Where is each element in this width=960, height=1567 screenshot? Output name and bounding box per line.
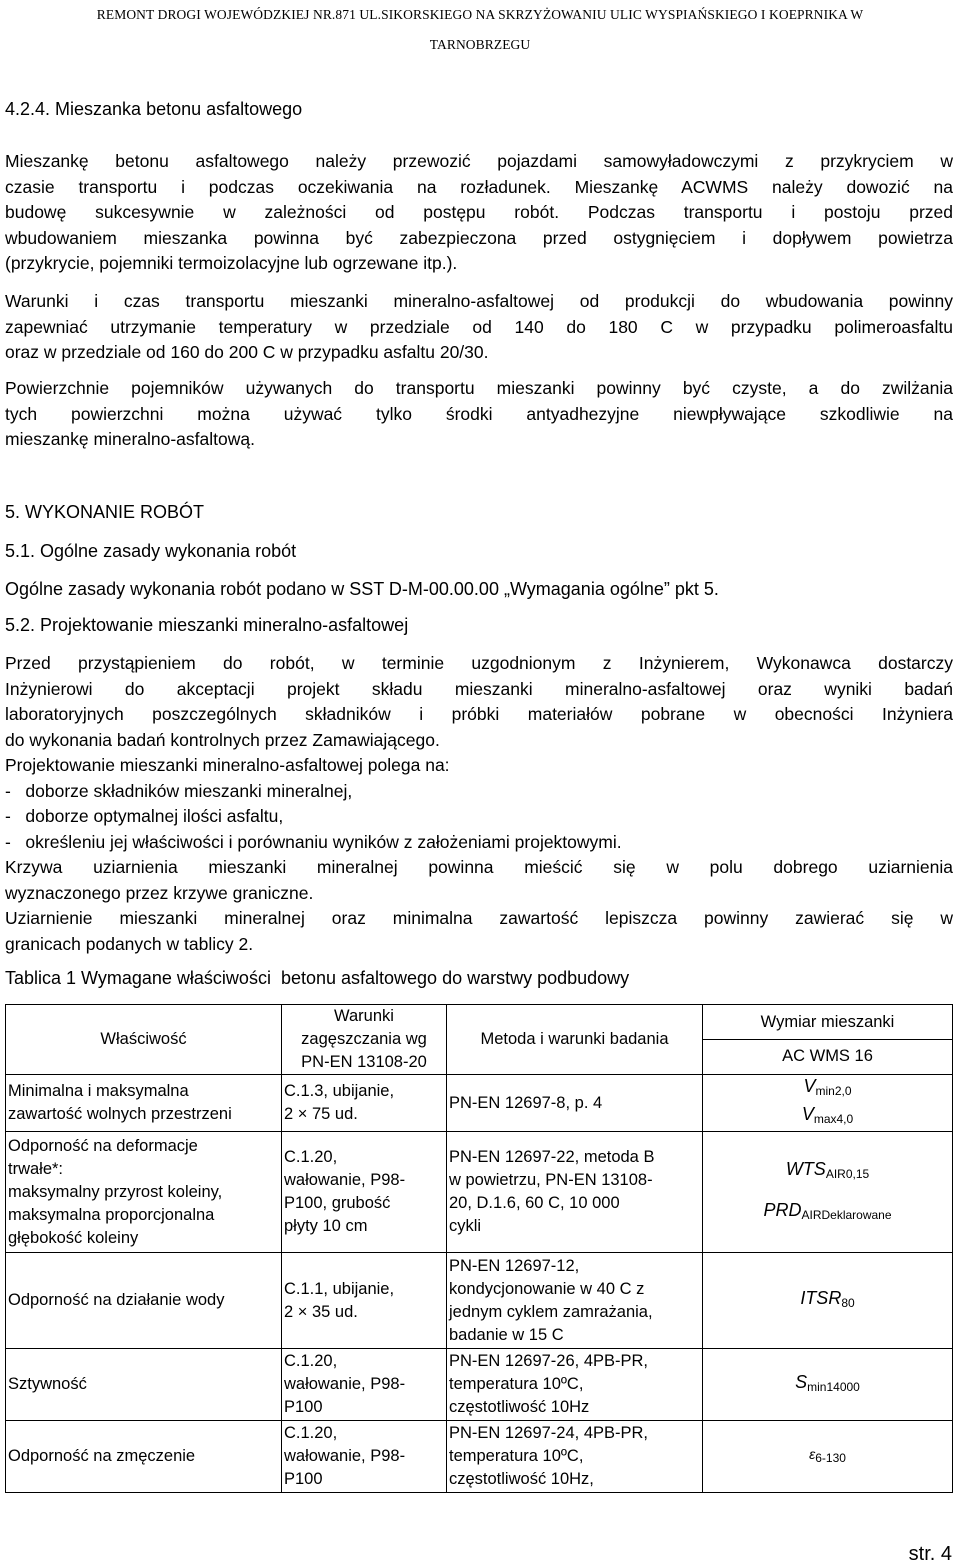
paragraph-design — [5, 651, 953, 957]
cell-line: kondycjonowanie w 40 C z — [449, 1279, 645, 1298]
header-conditions — [282, 1005, 447, 1075]
paragraph-line: wbudowaniem mieszanka powinna być zabezpieczona przed ostygnięciem i dopływem powietrza — [5, 227, 953, 248]
cell-line: zawartość wolnych przestrzeni — [8, 1105, 232, 1123]
cell-line: C.1.20, — [284, 1148, 338, 1166]
cell-line: 2 × 35 ud. — [284, 1302, 358, 1321]
paragraph-line: do wykonania badań kontrolnych przez Zamawiającego. — [5, 729, 440, 750]
symbol: PRD — [763, 1200, 802, 1220]
cell-line: jednym cyklem zamrażania, — [449, 1302, 653, 1321]
header-dimension — [703, 1005, 953, 1075]
cell-line: temperatura 10ºC, — [449, 1375, 584, 1393]
symbol: S — [795, 1371, 808, 1392]
table-row — [6, 1421, 953, 1493]
cell-line: częstotliwość 10Hz, — [449, 1470, 594, 1488]
cell-line: Odporność na działanie wody — [8, 1291, 225, 1309]
cell-line: badanie w 15 C — [449, 1325, 564, 1344]
header-line-2: TARNOBRZEGU — [429, 37, 531, 52]
cell-line: płyty 10 cm — [284, 1217, 368, 1235]
header-method: Metoda i warunki badania — [447, 1005, 703, 1075]
header-line-1: REMONT DROGI WOJEWÓDZKIEJ NR.871 UL.SIKORSKIEGO NA SKRZYŻOWANIU ULIC WYSPIAŃSKIEGO I KOEPRNIKA W — [96, 7, 864, 22]
bullet-item: - określeniu jej właściwości i porównaniu wyników z założeniami projektowymi. — [5, 831, 622, 852]
paragraph-transport — [5, 149, 953, 277]
paragraph-line: zapewniać utrzymanie temperatury w przedziale od 140 do 180 C w przypadku polimeroasfaltu — [5, 316, 953, 337]
cell-line: w powietrzu, PN-EN 13108- — [449, 1171, 653, 1189]
bullet-item: - doborze składników mieszanki mineralnej, — [5, 780, 353, 801]
cell-line: wałowanie, P98- — [284, 1447, 406, 1465]
section-5-1-text: Ogólne zasady wykonania robót podano w SST D-M-00.00.00 „Wymagania ogólne” pkt 5. — [5, 579, 719, 599]
symbol-subscript: AIR0,15 — [825, 1167, 870, 1181]
cell-line: głębokość koleiny — [8, 1228, 139, 1247]
cell-line: PN-EN 13108-20 — [301, 1053, 427, 1071]
cell-line: zagęszczania wg — [301, 1030, 427, 1048]
section-title-5-1: 5.1. Ogólne zasady wykonania robót — [5, 541, 297, 561]
properties-table — [5, 1004, 953, 1493]
cell-dimension — [703, 1349, 953, 1421]
paragraph-line: oraz w przedziale od 160 do 200 C w przypadku asfaltu 20/30. — [5, 342, 489, 362]
section-title-5-2: 5.2. Projektowanie mieszanki mineralno-asfaltowej — [5, 615, 409, 635]
table-row — [6, 1132, 953, 1253]
cell-dimension — [703, 1421, 953, 1493]
bullet-item: - doborze optymalnej ilości asfaltu, — [5, 806, 284, 826]
section-title-4-2-4: 4.2.4. Mieszanka betonu asfaltowego — [5, 99, 303, 119]
cell-line: temperatura 10ºC, — [449, 1447, 584, 1465]
cell-line: Odporność na deformacje — [8, 1136, 198, 1155]
cell-line: P100 — [284, 1470, 323, 1488]
cell-line: Minimalna i maksymalna — [8, 1082, 189, 1100]
paragraph-line: Powierzchnie pojemników używanych do transportu mieszanki powinny być czyste, a do zwilżania — [5, 378, 953, 398]
symbol-subscript: max4,0 — [813, 1112, 854, 1126]
cell-conditions — [282, 1421, 447, 1493]
cell-dimension — [703, 1253, 953, 1349]
paragraph-line: Warunki i czas transportu mieszanki mineralno-asfaltowej od produkcji do wbudowania powinny — [5, 291, 953, 311]
cell-method — [447, 1421, 703, 1493]
paragraph-line: czasie transportu i podczas oczekiwania na rozładunek. Mieszankę ACWMS należy dowozić na — [5, 176, 953, 197]
cell-line: C.1.20, — [284, 1352, 338, 1370]
header-dimension-title: Wymiar mieszanki — [703, 1006, 952, 1040]
symbol: V — [803, 1076, 816, 1096]
cell-method — [447, 1075, 703, 1132]
section-title-5: 5. WYKONANIE ROBÓT — [5, 502, 205, 522]
paragraph-temperature — [5, 289, 953, 366]
symbol-subscript: min14000 — [807, 1379, 860, 1394]
cell-property — [6, 1132, 282, 1253]
table-header-row — [6, 1005, 953, 1075]
symbol: ITSR — [800, 1287, 842, 1308]
cell-method — [447, 1253, 703, 1349]
cell-method — [447, 1132, 703, 1253]
paragraph-line: mieszankę mineralno-asfaltową. — [5, 429, 255, 449]
paragraph-line: wyznaczonego przez krzywe graniczne. — [5, 882, 314, 903]
cell-line: 20, D.1.6, 60 C, 10 000 — [449, 1194, 620, 1212]
cell-line: C.1.20, — [284, 1424, 338, 1442]
cell-line: C.1.1, ubijanie, — [284, 1279, 395, 1298]
paragraph-line: Przed przystąpieniem do robót, w terminie uzgodnionym z Inżynierem, Wykonawca dostarczy — [5, 653, 953, 673]
paragraph-line: (przykrycie, pojemniki termoizolacyjne lub ogrzewane itp.). — [5, 253, 458, 273]
cell-dimension — [703, 1132, 953, 1253]
symbol: V — [801, 1104, 814, 1124]
paragraph-line: Mieszankę betonu asfaltowego należy przewozić pojazdami samowyładowczymi z przykryciem w — [5, 151, 953, 171]
cell-line: PN-EN 12697-8, p. 4 — [449, 1093, 603, 1112]
table-row — [6, 1349, 953, 1421]
cell-line: PN-EN 12697-26, 4PB-PR, — [449, 1352, 649, 1370]
cell-conditions — [282, 1253, 447, 1349]
cell-property — [6, 1349, 282, 1421]
cell-line: C.1.3, ubijanie, — [284, 1082, 395, 1100]
cell-line: 2 × 75 ud. — [284, 1105, 358, 1123]
cell-line: wałowanie, P98- — [284, 1171, 406, 1189]
cell-line: P100, grubość — [284, 1194, 391, 1212]
cell-line: trwałe*: — [8, 1159, 64, 1178]
table-row — [6, 1253, 953, 1349]
table-caption: Tablica 1 Wymagane właściwości betonu asfaltowego do warstwy podbudowy — [5, 968, 630, 988]
paragraph-line: budowę sukcesywnie w zależności od postępu robót. Podczas transportu i postoju przed — [5, 202, 953, 222]
header-dimension-mix: AC WMS 16 — [782, 1047, 873, 1065]
symbol-subscript: 80 — [841, 1295, 855, 1310]
cell-line: Sztywność — [8, 1375, 87, 1393]
paragraph-line: Uziarnienie mieszanki mineralnej oraz minimalna zawartość lepiszcza powinny zawierać się w — [5, 908, 953, 928]
cell-line: PN-EN 12697-22, metoda B — [449, 1148, 655, 1166]
paragraph-line: tych powierzchni można używać tylko środki antyadhezyjne niewpływające szkodliwie na — [5, 403, 953, 424]
table-row — [6, 1075, 953, 1132]
cell-conditions — [282, 1075, 447, 1132]
paragraph-line: Krzywa uziarnienia mieszanki mineralnej powinna mieścić się w polu dobrego uziarnienia — [5, 857, 953, 877]
cell-property — [6, 1075, 282, 1132]
cell-line: częstotliwość 10Hz — [449, 1398, 590, 1416]
cell-line: maksymalny przyrost koleiny, — [8, 1182, 223, 1201]
cell-line: cykli — [449, 1217, 482, 1235]
cell-line: Warunki — [334, 1007, 394, 1025]
cell-method — [447, 1349, 703, 1421]
symbol-subscript: min2,0 — [815, 1084, 852, 1098]
cell-line: P100 — [284, 1398, 323, 1416]
cell-dimension — [703, 1075, 953, 1132]
symbol: WTS — [785, 1159, 826, 1179]
cell-conditions — [282, 1132, 447, 1253]
document-header — [0, 0, 960, 60]
cell-property — [6, 1421, 282, 1493]
symbol-subscript: 6-130 — [815, 1451, 846, 1465]
cell-line: PN-EN 12697-24, 4PB-PR, — [449, 1424, 649, 1442]
cell-property — [6, 1253, 282, 1349]
symbol: ε — [809, 1446, 816, 1462]
cell-line: Odporność na zmęczenie — [8, 1447, 196, 1465]
paragraph-line: granicach podanych w tablicy 2. — [5, 933, 254, 954]
paragraph-line: Projektowanie mieszanki mineralno-asfaltowej polega na: — [5, 755, 450, 775]
page-number: str. 4 — [908, 1543, 952, 1565]
cell-line: maksymalna proporcjonalna — [8, 1205, 215, 1224]
paragraph-line: laboratoryjnych poszczególnych składników i próbki materiałów pobrane w obecności Inżyniera — [5, 704, 953, 724]
cell-line: PN-EN 12697-12, — [449, 1256, 580, 1275]
paragraph-line: Inżynierowi do akceptacji projekt składu mieszanki mineralno-asfaltowej oraz wyniki badań — [5, 678, 953, 699]
header-property: Właściwość — [6, 1005, 282, 1075]
paragraph-containers — [5, 376, 953, 453]
symbol-subscript: AIRDeklarowane — [801, 1208, 892, 1222]
cell-line: wałowanie, P98- — [284, 1375, 406, 1393]
cell-conditions — [282, 1349, 447, 1421]
